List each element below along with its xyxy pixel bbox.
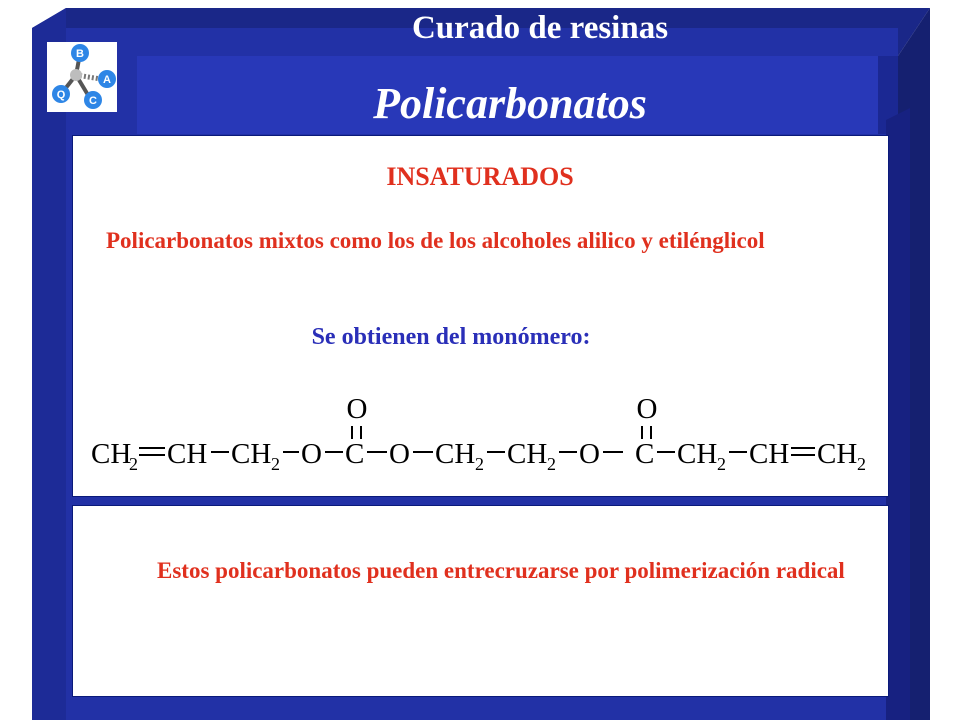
logo-letter-b: B bbox=[76, 48, 84, 60]
slide-title: Curado de resinas bbox=[411, 10, 669, 46]
formula-ch2-5: CH bbox=[677, 438, 718, 470]
formula-sub-2: 2 bbox=[271, 454, 280, 474]
formula-ch2-3: CH bbox=[435, 438, 476, 470]
formula-ch2-1: CH bbox=[91, 438, 132, 470]
formula-o-2: O bbox=[389, 438, 410, 470]
logo-letter-c: C bbox=[89, 95, 97, 107]
formula-sub-5: 2 bbox=[717, 454, 726, 474]
formula-ch2-2: CH bbox=[231, 438, 272, 470]
formula-c-2: C bbox=[635, 438, 655, 470]
formula-sub-3: 2 bbox=[475, 454, 484, 474]
formula-o-3: O bbox=[579, 438, 600, 470]
monomer-formula bbox=[81, 386, 881, 486]
formula-ch2-4: CH bbox=[507, 438, 548, 470]
section-heading: INSATURADOS bbox=[386, 162, 574, 191]
formula-c-1: C bbox=[345, 438, 365, 470]
logo bbox=[47, 42, 117, 112]
formula-ch-1: CH bbox=[167, 438, 208, 470]
monomer-intro: Se obtienen del monómero: bbox=[311, 324, 591, 350]
description-text: Policarbonatos mixtos como los de los alcoholes alilico y etilénglicol bbox=[106, 228, 765, 253]
formula-sub-6: 2 bbox=[857, 454, 866, 474]
carbonyl-oxygen-2: O bbox=[636, 393, 658, 425]
logo-letter-q: Q bbox=[56, 89, 66, 101]
molecule-logo-icon bbox=[47, 42, 117, 112]
formula-ch2-6: CH bbox=[817, 438, 858, 470]
content-panel bbox=[72, 135, 889, 497]
main-title: Policarbonatos bbox=[373, 79, 647, 128]
note-panel bbox=[72, 505, 889, 697]
formula-ch-2: CH bbox=[749, 438, 790, 470]
formula-o-1: O bbox=[301, 438, 322, 470]
formula-sub-4: 2 bbox=[547, 454, 556, 474]
logo-letter-a: A bbox=[103, 74, 111, 86]
note-text: Estos policarbonatos pueden entrecruzarse por polimerización radical bbox=[157, 558, 845, 583]
carbonyl-oxygen-1: O bbox=[346, 393, 368, 425]
formula-sub-1: 2 bbox=[129, 454, 138, 474]
